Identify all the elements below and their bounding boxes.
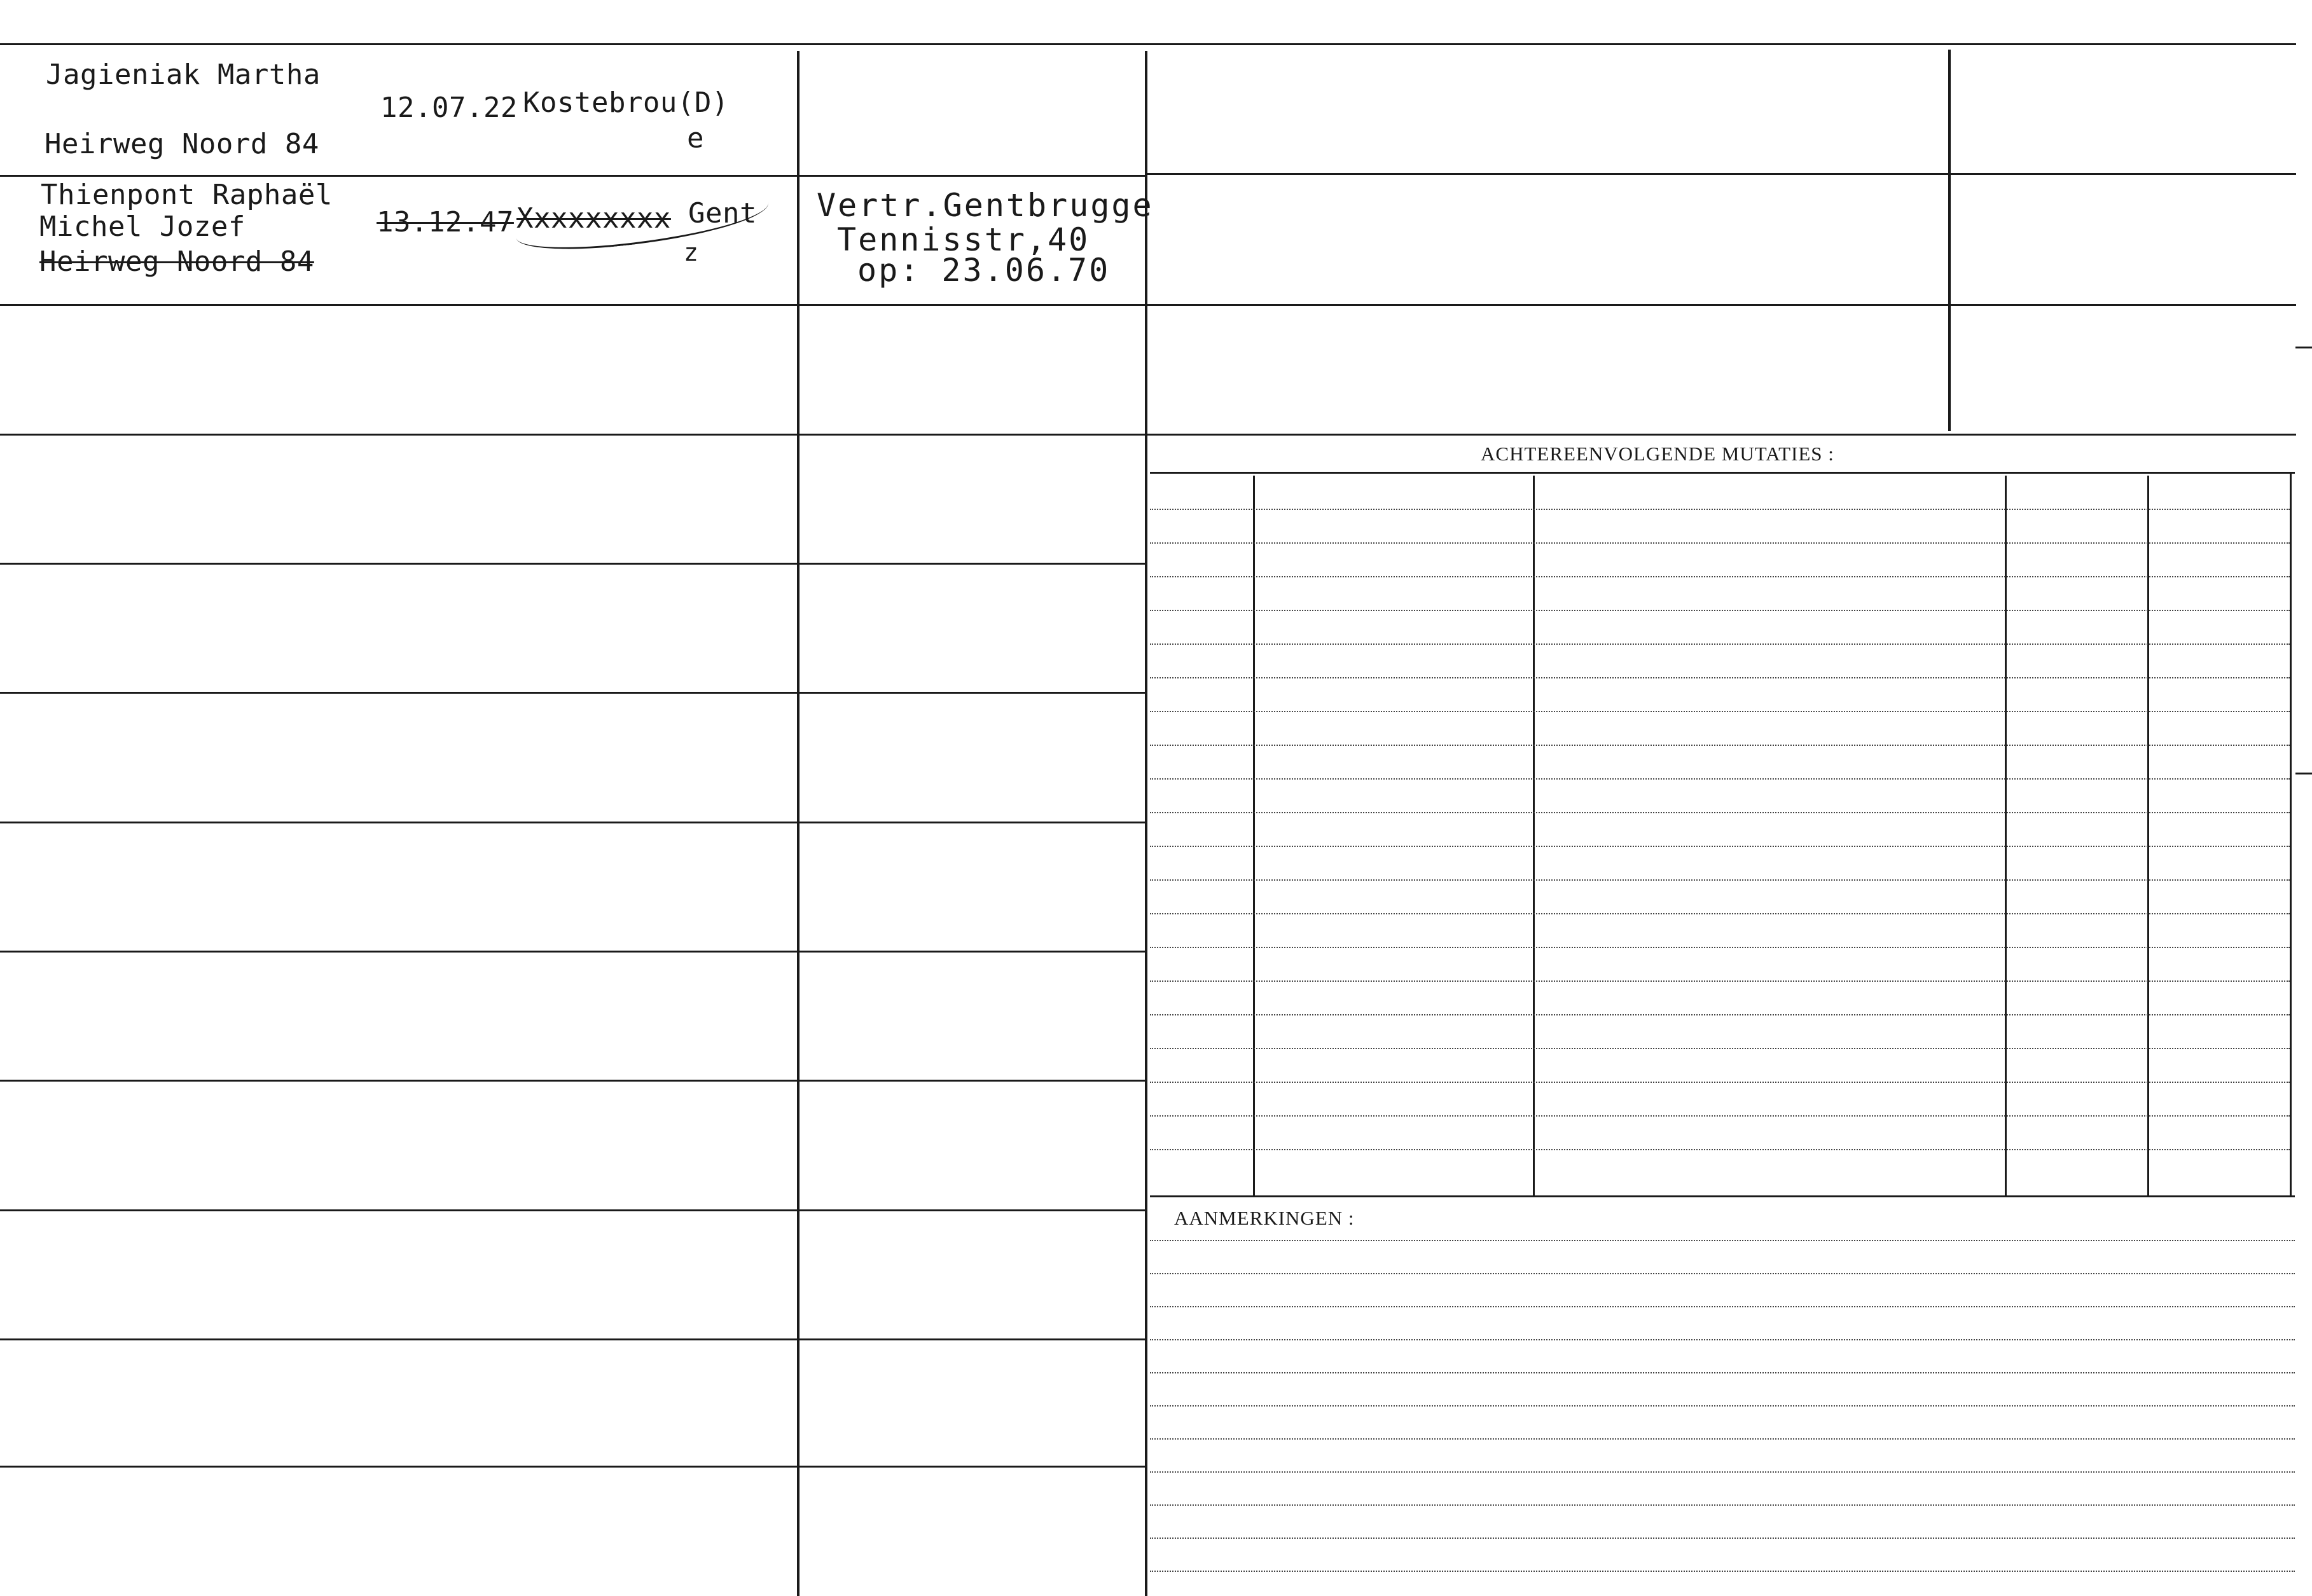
mutations-dotted-row (1150, 1115, 2290, 1117)
card2-birth-place: Gent (688, 197, 757, 230)
card1-name: Jagieniak Martha (46, 58, 321, 91)
mutations-dotted-row (1150, 1149, 2290, 1150)
row-line (0, 692, 1145, 694)
mutations-bottom-line (1150, 1195, 2295, 1197)
mutations-col-line (1533, 476, 1535, 1195)
mutations-col-line (2290, 472, 2292, 1195)
card1-address: Heirweg Noord 84 (45, 128, 319, 160)
mutations-dotted-row (1150, 879, 2290, 881)
mutations-dotted-row (1150, 1048, 2290, 1049)
row-line (0, 563, 1145, 565)
card2-name-line2: Michel Jozef (39, 210, 246, 243)
card2-name-line1: Thienpont Raphaël (41, 179, 333, 211)
column-divider-departure (1145, 51, 1147, 1596)
card1-note-mark: e (687, 122, 704, 155)
remarks-dotted-row (1150, 1504, 2295, 1506)
remarks-title: AANMERKINGEN : (1174, 1207, 1355, 1229)
remarks-dotted-row (1150, 1571, 2295, 1572)
mutations-dotted-row (1150, 509, 2290, 510)
row-line (0, 822, 1145, 823)
remarks-dotted-row (1150, 1438, 2295, 1440)
remarks-dotted-row (1150, 1405, 2295, 1407)
margin-tick (2295, 773, 2312, 774)
mutations-dotted-row (1150, 913, 2290, 914)
mutations-col-line (2005, 476, 2007, 1195)
row-line (0, 1209, 1145, 1211)
margin-tick (2295, 347, 2312, 348)
mutations-dotted-row (1150, 1014, 2290, 1015)
card1-birth-date: 12.07.22 (380, 92, 518, 124)
right-row-line (1147, 434, 2296, 436)
remarks-dotted-row (1150, 1273, 2295, 1274)
remarks-dotted-row (1150, 1471, 2295, 1473)
cancel-stroke (513, 184, 771, 256)
mutations-dotted-row (1150, 1082, 2290, 1083)
mutations-col-line (1253, 476, 1255, 1195)
row-line (0, 304, 1145, 306)
mutations-title: ACHTEREENVOLGENDE MUTATIES : (1481, 443, 1834, 465)
card2-departure-line3: op: 23.06.70 (857, 252, 1111, 289)
remarks-dotted-row (1150, 1372, 2295, 1373)
remarks-dotted-row (1150, 1240, 2295, 1241)
remarks-dotted-row (1150, 1538, 2295, 1539)
right-row-line (1147, 173, 2296, 175)
mutations-top-line (1150, 472, 2295, 474)
row-line (0, 1338, 1145, 1340)
mutations-dotted-row (1150, 846, 2290, 847)
mutations-dotted-row (1150, 745, 2290, 746)
row-line (0, 175, 1145, 177)
mutations-dotted-row (1150, 980, 2290, 982)
top-border (0, 43, 2296, 45)
right-row-line (1147, 304, 2296, 306)
card2-departure-line1: Vertr.Gentbrugge (817, 187, 1154, 224)
row-line (0, 1466, 1145, 1468)
column-divider-names (797, 51, 800, 1596)
mutations-dotted-row (1150, 643, 2290, 645)
card2-note-mark: z (684, 238, 699, 266)
mutations-dotted-row (1150, 778, 2290, 780)
remarks-dotted-row (1150, 1339, 2295, 1340)
card2-address: Heirweg Noord 84 (39, 245, 314, 278)
remarks-dotted-row (1150, 1306, 2295, 1307)
column-divider-right-top (1948, 50, 1951, 431)
mutations-dotted-row (1150, 711, 2290, 712)
mutations-dotted-row (1150, 610, 2290, 611)
card2-birth-date: 13.12.47 (377, 206, 514, 238)
mutations-dotted-row (1150, 947, 2290, 948)
row-line (0, 434, 1145, 436)
card1-birth-place: Kostebrou(D) (523, 86, 729, 119)
mutations-dotted-row (1150, 542, 2290, 544)
card2-departure-line2: Tennisstr,40 (837, 221, 1090, 258)
mutations-dotted-row (1150, 677, 2290, 678)
mutations-dotted-row (1150, 576, 2290, 577)
row-line (0, 1080, 1145, 1082)
mutations-col-line (2147, 476, 2149, 1195)
mutations-dotted-row (1150, 812, 2290, 813)
card2-birth-place-crossed: Xxxxxxxxx (516, 202, 671, 235)
row-line (0, 951, 1145, 953)
